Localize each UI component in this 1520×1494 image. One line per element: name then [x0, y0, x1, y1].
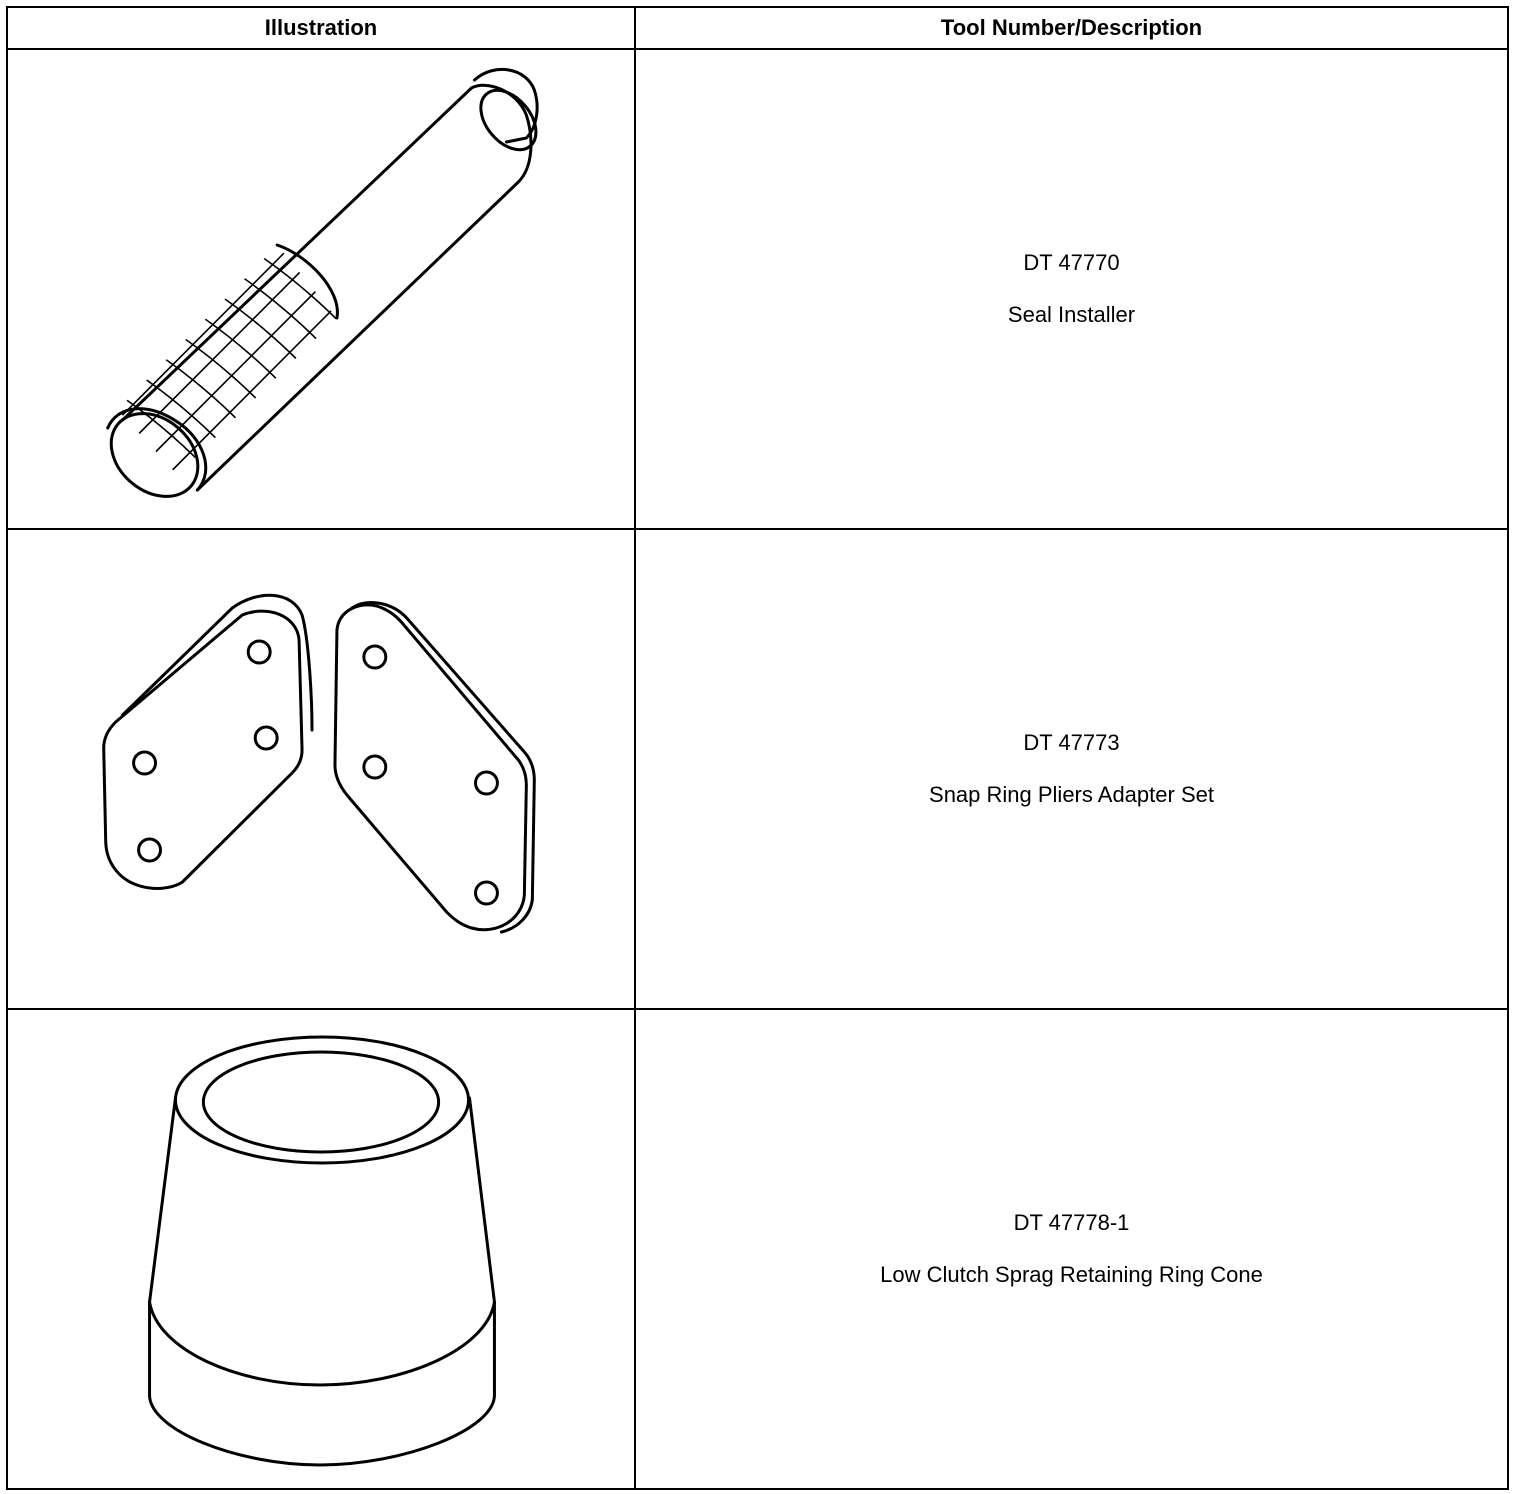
table-row	[7, 529, 1508, 1009]
header-tool-number-description: Tool Number/Description	[635, 7, 1508, 49]
header-illustration: Illustration	[7, 7, 635, 49]
tool-number: DT 47778-1	[1013, 1210, 1130, 1235]
special-tools-table	[6, 6, 1509, 1490]
illustration-cell	[7, 49, 635, 529]
tool-description: Seal Installer	[1007, 302, 1136, 327]
retaining-ring-cone-illustration	[8, 1010, 634, 1488]
tool-description-cell	[635, 529, 1508, 1009]
tool-description: Snap Ring Pliers Adapter Set	[929, 782, 1214, 807]
tool-description: Low Clutch Sprag Retaining Ring Cone	[880, 1262, 1263, 1287]
seal-installer-illustration	[8, 50, 634, 528]
illustration-cell	[7, 529, 635, 1009]
header-row	[7, 7, 1508, 49]
table-row	[7, 49, 1508, 529]
tool-number: DT 47773	[1023, 730, 1120, 755]
tool-number: DT 47770	[1023, 250, 1120, 275]
snap-ring-pliers-adapter-illustration	[8, 530, 634, 1008]
tool-description-cell	[635, 1009, 1508, 1489]
table-row	[7, 1009, 1508, 1489]
tool-description-cell	[635, 49, 1508, 529]
illustration-cell	[7, 1009, 635, 1489]
